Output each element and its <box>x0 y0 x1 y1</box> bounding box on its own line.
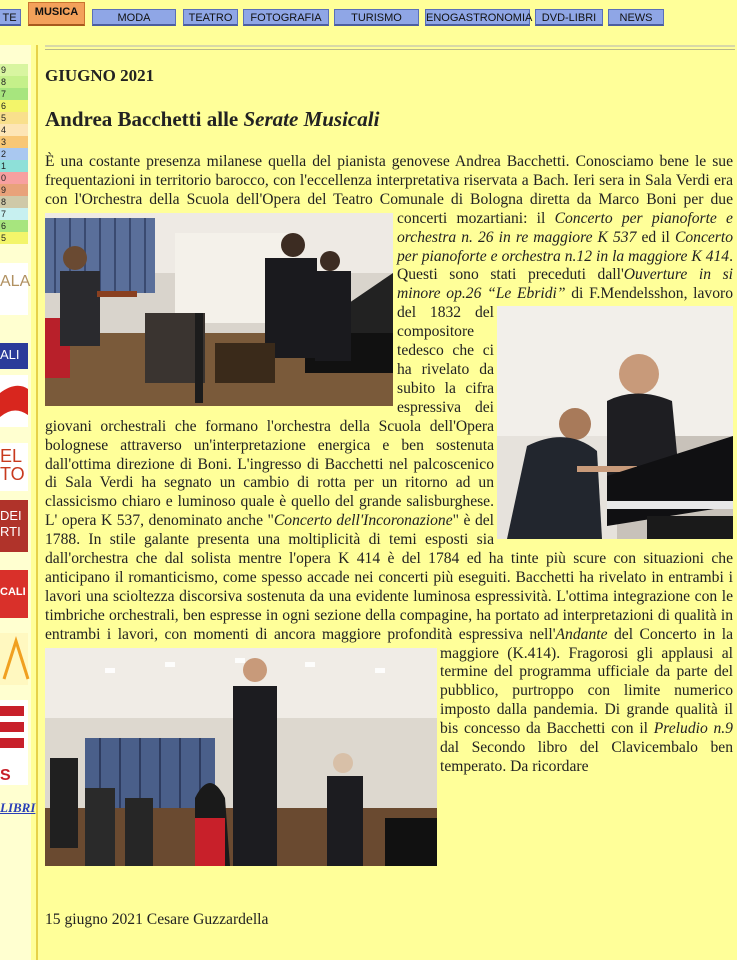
article-title <box>45 107 379 132</box>
text-run: . Questi sono stati preceduti dall' <box>397 247 733 284</box>
sidebar-banner-label: S <box>0 767 11 784</box>
text-run-italic: Andante <box>555 625 608 643</box>
sidebar-year-link[interactable]: 5 <box>0 112 28 124</box>
sidebar-year-link[interactable]: 3 <box>0 136 28 148</box>
sidebar-banner[interactable] <box>0 700 28 785</box>
sidebar-year-link[interactable]: 7 <box>0 208 28 220</box>
text-run: " è del 1788. In stile galante presenta una moltiplicità di temi esposti sia dall'orchestra che dal solista mentre l'opera K 414 è del 1784 ed ha tinte più scure con situazioni che anticipano il romanticismo, come spesso accade nei concerti più eseguiti. Bacchetti ha rivelato in entrambi i lavori una scioltezza discorsiva sostenuta da una evidente luminosa espressività. L'ottima integrazione con le timbriche orchestrali, ben espresse in ogni sezione della compagine, ha portato ad interpretazioni di qualità in entrambi i lavori, con momenti di ancora maggiore profondità espressiva nell' <box>45 512 733 643</box>
left-sidebar <box>0 45 36 960</box>
concert-photo-applause <box>45 648 437 866</box>
sidebar-year-link[interactable]: 8 <box>0 196 28 208</box>
sidebar-year-link[interactable]: 6 <box>0 220 28 232</box>
text-run-italic: Ouverture in si minore op.26 “Le Ebridi” <box>397 266 733 303</box>
red-stripes-logo-icon <box>0 700 28 764</box>
article-title-text: Andrea Bacchetti alle <box>45 107 244 131</box>
sidebar-link-libri[interactable]: LIBRI <box>0 800 36 815</box>
sidebar-banner[interactable] <box>0 375 28 427</box>
tab-musica[interactable]: MUSICA <box>28 2 85 26</box>
tab-enogastronomia[interactable]: ENOGASTRONOMIA <box>425 9 530 26</box>
sidebar-year-link[interactable]: 9 <box>0 64 28 76</box>
sidebar-banner[interactable] <box>0 443 28 491</box>
horizontal-rule <box>45 45 735 47</box>
sidebar-banner[interactable]: ALI <box>0 343 28 369</box>
text-run-italic: Concerto dell'Incoronazione <box>273 512 453 530</box>
sidebar-year-link[interactable]: 0 <box>0 172 28 184</box>
text-run-italic: Concerto per pianoforte e orchestra n. 26 in re maggiore K 537 <box>397 209 733 246</box>
article-title-italic: Serate Musicali <box>243 107 380 131</box>
sidebar-year-link[interactable]: 7 <box>0 88 28 100</box>
sidebar-year-link[interactable]: 1 <box>0 160 28 172</box>
sidebar-divider <box>36 45 38 960</box>
sidebar-banner-label: EL TO <box>0 446 25 484</box>
sidebar-banner[interactable]: DEI RTI <box>0 500 28 552</box>
sidebar-year-link[interactable]: 2 <box>0 148 28 160</box>
tab-teatro[interactable]: TEATRO <box>183 9 238 26</box>
sidebar-year-link[interactable]: 5 <box>0 232 28 244</box>
concert-photo-pianist <box>497 306 733 539</box>
text-run-italic: Concerto per pianoforte e orchestra n.12 in la maggiore K 414 <box>397 228 733 265</box>
sidebar-year-link[interactable]: 4 <box>0 124 28 136</box>
tab-dvd-libri[interactable]: DVD-LIBRI <box>535 9 603 26</box>
concert-photo-orchestra <box>45 213 393 406</box>
horizontal-rule <box>45 49 735 50</box>
article-paragraph <box>45 153 733 777</box>
tab-news[interactable]: NEWS <box>608 9 664 26</box>
sidebar-year-link[interactable]: 6 <box>0 100 28 112</box>
red-logo-icon <box>0 375 28 427</box>
top-navigation <box>0 0 737 30</box>
date-heading: GIUGNO 2021 <box>45 66 155 85</box>
article-signature: 15 giugno 2021 Cesare Guzzardella <box>45 911 269 928</box>
text-run-italic: Preludio n.9 <box>653 720 733 738</box>
tab-turismo[interactable]: TURISMO <box>334 9 419 26</box>
sidebar-banner[interactable]: ALA <box>0 263 28 315</box>
triangle-logo-icon <box>0 633 28 685</box>
text-run: di F.Mendelsshon, lavoro del 1832 del compositore tedesco che ci ha rivelato da subito la cifra espressiva dei giovani orchestrali che formano l'orchestra della Scuola dell'Opera bolognese attraverso un'interpretazione energica e ben sostenuta dall'ottima direzione di Boni. L'ingresso di Bacchetti nel palcoscenico di Sala Verdi ha segnato un cambio di rotta per un ritorno ad un classicismo chiaro e luminoso quale è quello del grande salisburghese. L' opera K 537, denominato anche " <box>45 285 733 530</box>
tab-moda[interactable]: MODA <box>92 9 176 26</box>
sidebar-year-link[interactable]: 9 <box>0 184 28 196</box>
sidebar-banner[interactable] <box>0 633 28 685</box>
text-run: ed il <box>636 228 675 246</box>
text-run: del Concerto in la maggiore (K.414). Fragorosi gli applausi al termine del programma ufficiale da parte del pubblico, purtroppo con limite numerico imposto dalla pandemia. Di grande qualità il bis concesso da Bacchetti con il <box>440 625 733 738</box>
sidebar-banner[interactable]: CALI <box>0 570 28 618</box>
tab-fotografia[interactable]: FOTOGRAFIA <box>243 9 329 26</box>
tab-te[interactable]: TE <box>0 9 21 26</box>
text-run: È una costante presenza milanese quella del pianista genovese Andrea Bacchetti. Conosciamo bene le sue frequentazioni in territorio barocco, con l'eccellenza interpretativa riservata a Bach. Ieri sera in Sala Verdi era con l'Orchestra della Scuola dell'Opera del Teatro Comunale di Bologna diretta da Marco Boni per due concerti mozartiani: il <box>45 153 733 227</box>
article-body <box>45 153 733 868</box>
sidebar-year-link[interactable]: 8 <box>0 76 28 88</box>
text-run: dal Secondo libro del Clavicembalo ben temperato. Da ricordare <box>440 739 733 775</box>
